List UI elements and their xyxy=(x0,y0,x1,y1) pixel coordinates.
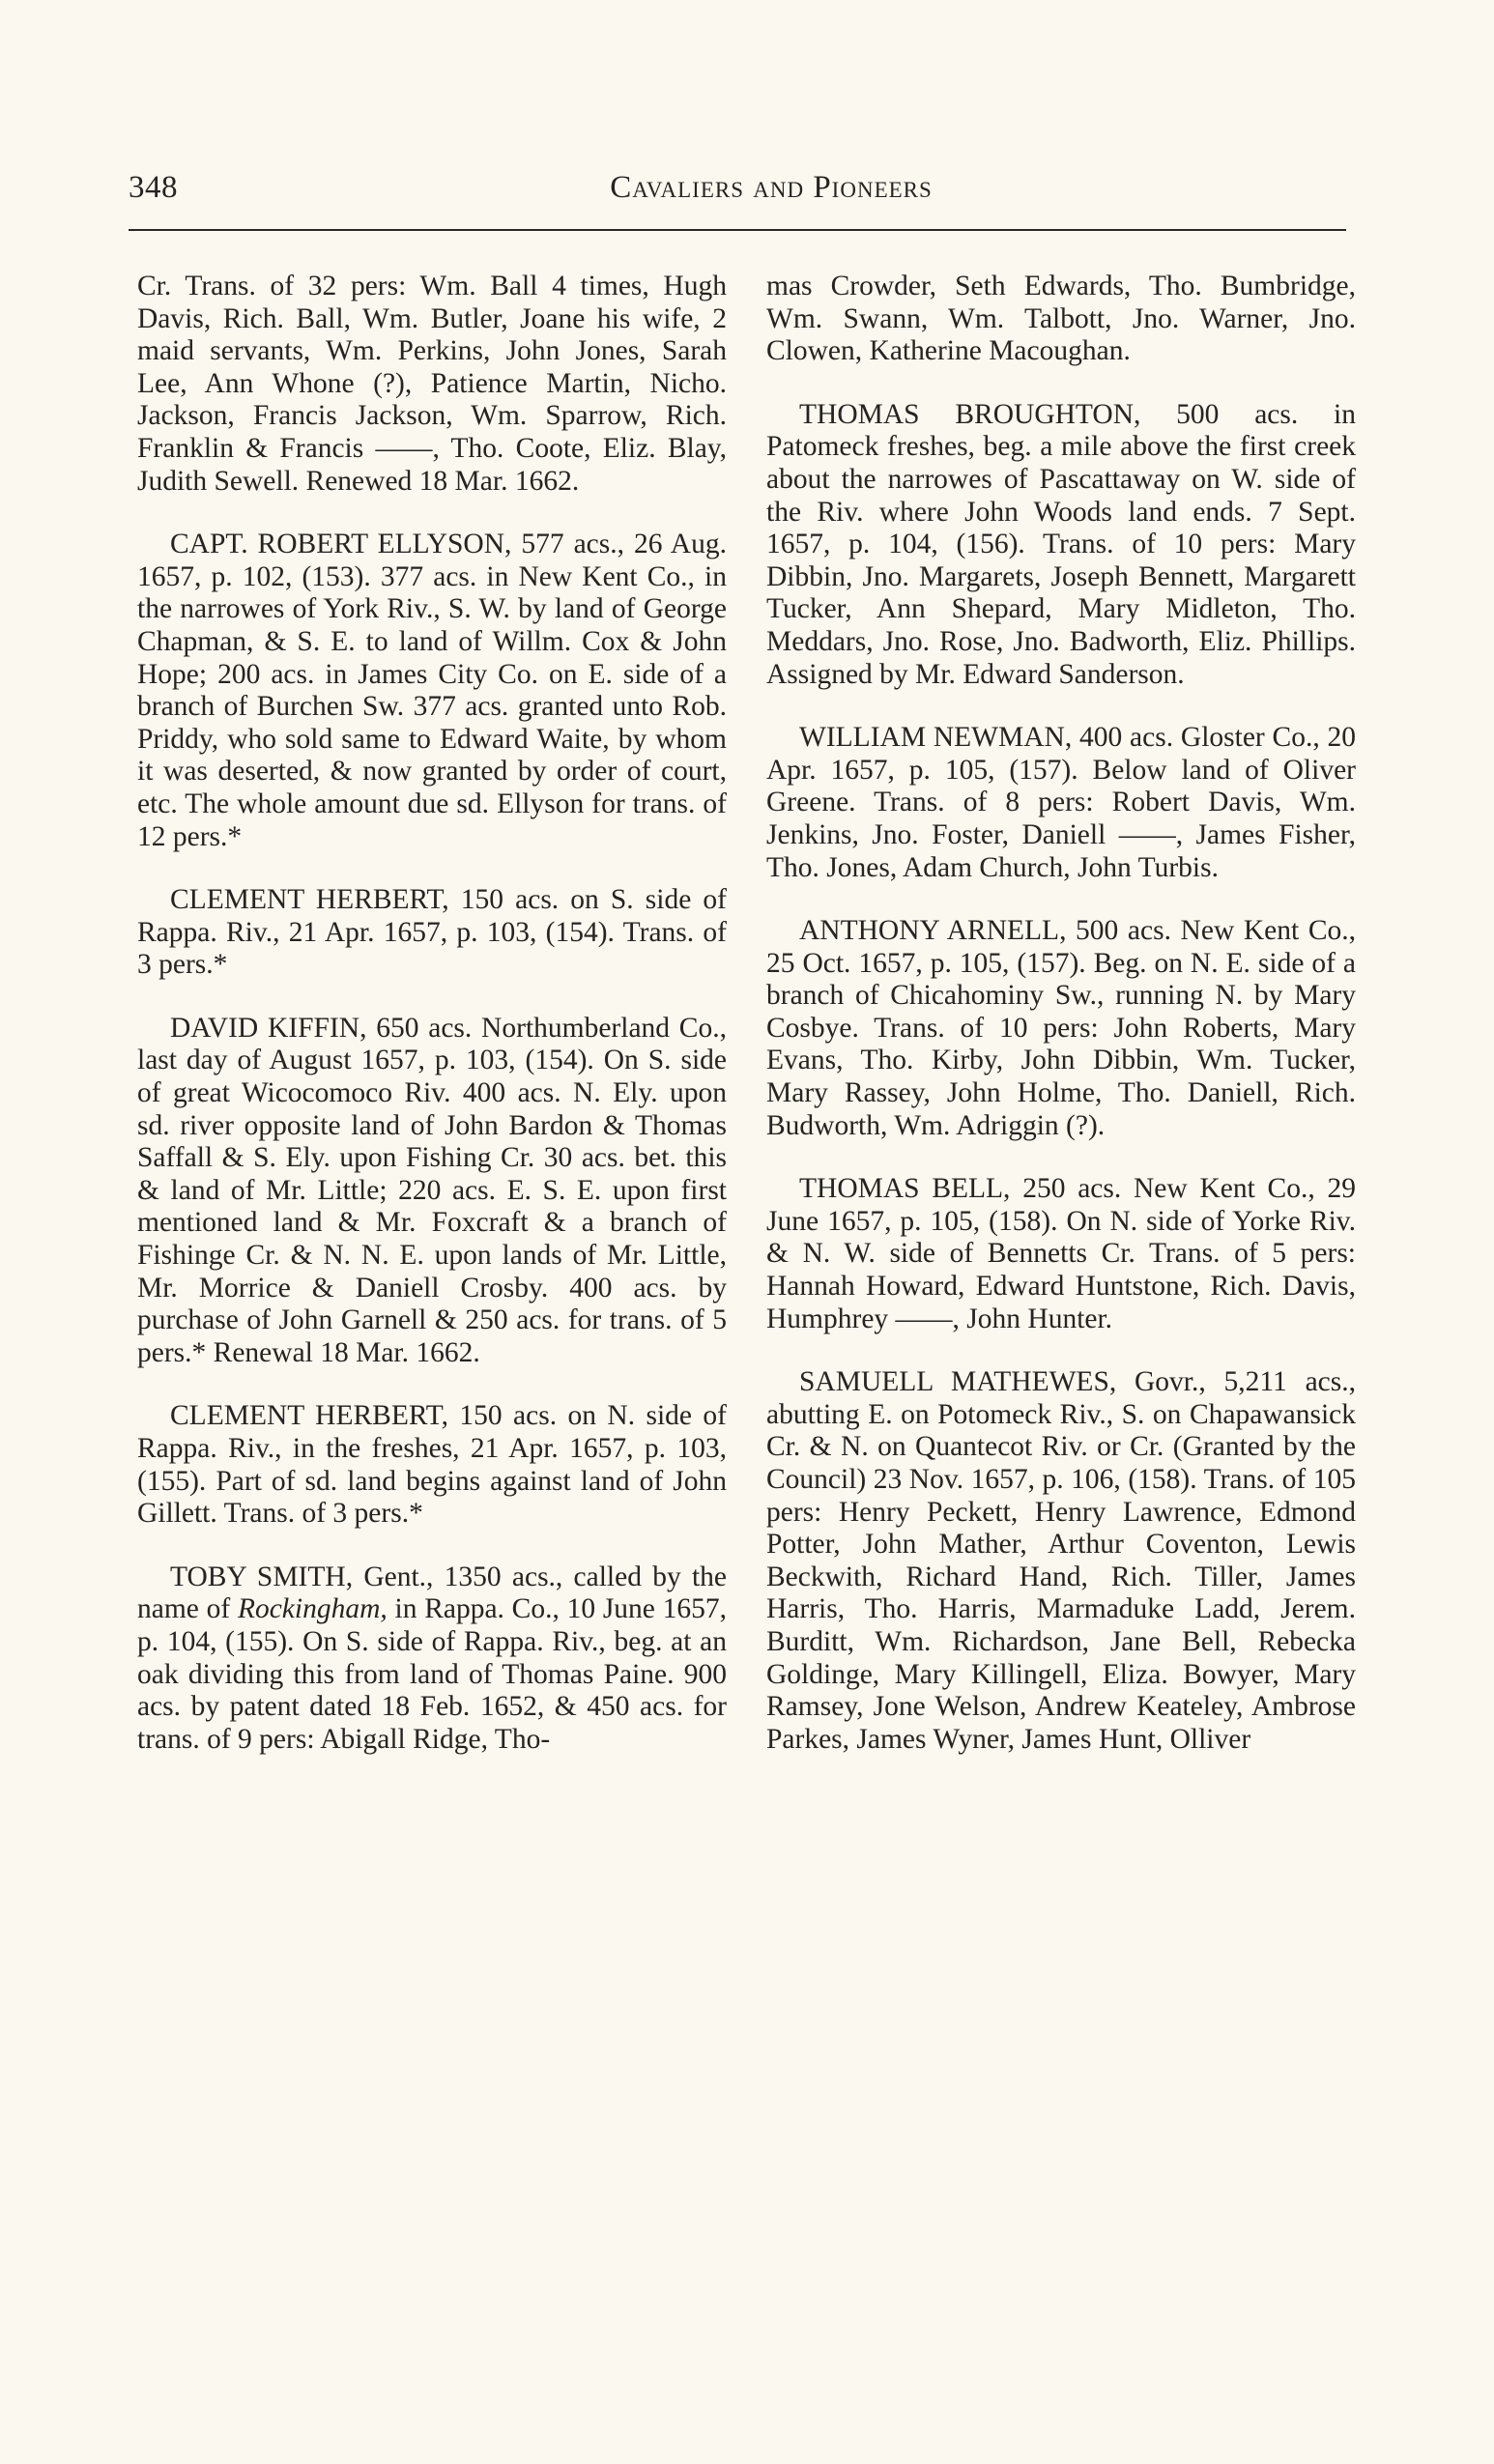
entry-clement-herbert-155: CLEMENT HERBERT, 150 acs. on N. side of Rappa. Riv., in the freshes, 21 Apr. 1657, p. 103, (155). Part of sd. land begins against land of John Gillett. Trans. of 3 pers.* xyxy=(137,1400,727,1530)
entry-clement-herbert-154: CLEMENT HERBERT, 150 acs. on S. side of Rappa. Riv., 21 Apr. 1657, p. 103, (154). Trans. of 3 pers.* xyxy=(137,884,727,981)
entry-william-newman: WILLIAM NEWMAN, 400 acs. Gloster Co., 20 Apr. 1657, p. 105, (157). Below land of Oliver Greene. Trans. of 8 pers: Robert Davis, Wm. Jenkins, Jno. Foster, Daniell ——, James Fisher, Tho. Jones, Adam Church, John Turbis. xyxy=(766,722,1356,883)
entry-robert-ellyson: CAPT. ROBERT ELLYSON, 577 acs., 26 Aug. 1657, p. 102, (153). 377 acs. in New Kent Co., in the narrowes of York Riv., S. W. by land of George Chapman, & S. E. to land of Willm. Cox & John Hope; 200 acs. in James City Co. on E. side of a branch of Burchen Sw. 377 acs. granted unto Rob. Priddy, who sold same to Edward Waite, by whom it was deserted, & now granted by order of court, etc. The whole amount due sd. Ellyson for trans. of 12 pers.* xyxy=(137,529,727,852)
entry-anthony-arnell: ANTHONY ARNELL, 500 acs. New Kent Co., 25 Oct. 1657, p. 105, (157). Beg. on N. E. side of a branch of Chicahominy Sw., running N. by Mary Cosbye. Trans. of 10 pers: John Roberts, Mary Evans, Tho. Kirby, John Dibbin, Wm. Tucker, Mary Rassey, John Holme, Tho. Daniell, Rich. Budworth, Wm. Adriggin (?). xyxy=(766,915,1356,1141)
entry-thomas-broughton: THOMAS BROUGHTON, 500 acs. in Patomeck freshes, beg. a mile above the first creek about the narrowes of Pascattaway on W. side of the Riv. where John Woods land ends. 7 Sept. 1657, p. 104, (156). Trans. of 10 pers: Mary Dibbin, Jno. Margarets, Joseph Bennett, Margarett Tucker, Ann Shepard, Mary Midleton, Tho. Meddars, Jno. Rose, Jno. Badworth, Eliz. Phillips. Assigned by Mr. Edward Sanderson. xyxy=(766,398,1356,690)
page-header xyxy=(129,170,1346,224)
entry-toby-smith: TOBY SMITH, Gent., 1350 acs., called by the name of Rockingham, in Rappa. Co., 10 June 1657, p. 104, (155). On S. side of Rappa. Riv., beg. at an oak dividing this from land of Thomas Paine. 900 acs. by patent dated 18 Feb. 1652, & 450 acs. for trans. of 9 pers: Abigall Ridge, Tho- xyxy=(137,1561,727,1755)
right-column xyxy=(766,271,1356,1756)
entry-samuell-mathewes: SAMUELL MATHEWES, Govr., 5,211 acs., abutting E. on Potomeck Riv., S. on Chapawansick Cr. & N. on Quantecot Riv. or Cr. (Granted by the Council) 23 Nov. 1657, p. 106, (158). Trans. of 105 pers: Henry Peckett, Henry Lawrence, Edmond Potter, John Mather, Arthur Coventon, Lewis Beckwith, Richard Hand, Rich. Tiller, James Harris, Tho. Harris, Marmaduke Ladd, Jerem. Burditt, Wm. Richardson, Jane Bell, Rebecka Goldinge, Mary Killingell, Eliza. Bowyer, Mary Ramsey, Jone Welson, Andrew Keateley, Ambrose Parkes, James Wyner, James Hunt, Olliver xyxy=(766,1366,1356,1755)
estate-name: Rockingham, xyxy=(237,1593,388,1625)
entry-david-kiffin: DAVID KIFFIN, 650 acs. Northumberland Co., last day of August 1657, p. 103, (154). On S. side of great Wicocomoco Riv. 400 acs. N. Ely. upon sd. river opposite land of John Bardon & Thomas Saffall & S. Ely. upon Fishing Cr. 30 acs. bet. this & land of Mr. Little; 220 acs. E. S. E. upon first mentioned land & Mr. Foxcraft & a branch of Fishinge Cr. & N. N. E. upon lands of Mr. Little, Mr. Morrice & Daniell Crosby. 400 acs. by purchase of John Garnell & 250 acs. for trans. of 5 pers.* Renewal 18 Mar. 1662. xyxy=(137,1012,727,1368)
header-rule xyxy=(129,229,1346,231)
left-column xyxy=(137,271,727,1756)
page-number: 348 xyxy=(129,170,178,205)
entry-thomas-bell: THOMAS BELL, 250 acs. New Kent Co., 29 June 1657, p. 105, (158). On N. side of Yorke Riv. & N. W. side of Bennetts Cr. Trans. of 5 pers: Hannah Howard, Edward Huntstone, Rich. Davis, Humphrey ——, John Hunter. xyxy=(766,1173,1356,1334)
entry-continuation: Cr. Trans. of 32 pers: Wm. Ball 4 times, Hugh Davis, Rich. Ball, Wm. Butler, Joane his wife, 2 maid servants, Wm. Perkins, John Jones, Sarah Lee, Ann Whone (?), Patience Martin, Nicho. Jackson, Francis Jackson, Wm. Sparrow, Rich. Franklin & Francis ——, Tho. Coote, Eliz. Blay, Judith Sewell. Renewed 18 Mar. 1662. xyxy=(137,271,727,497)
running-title: Cavaliers and Pioneers xyxy=(610,170,933,205)
entry-continuation-right: mas Crowder, Seth Edwards, Tho. Bumbridge, Wm. Swann, Wm. Talbott, Jno. Warner, Jno. Clowen, Katherine Macoughan. xyxy=(766,271,1356,367)
